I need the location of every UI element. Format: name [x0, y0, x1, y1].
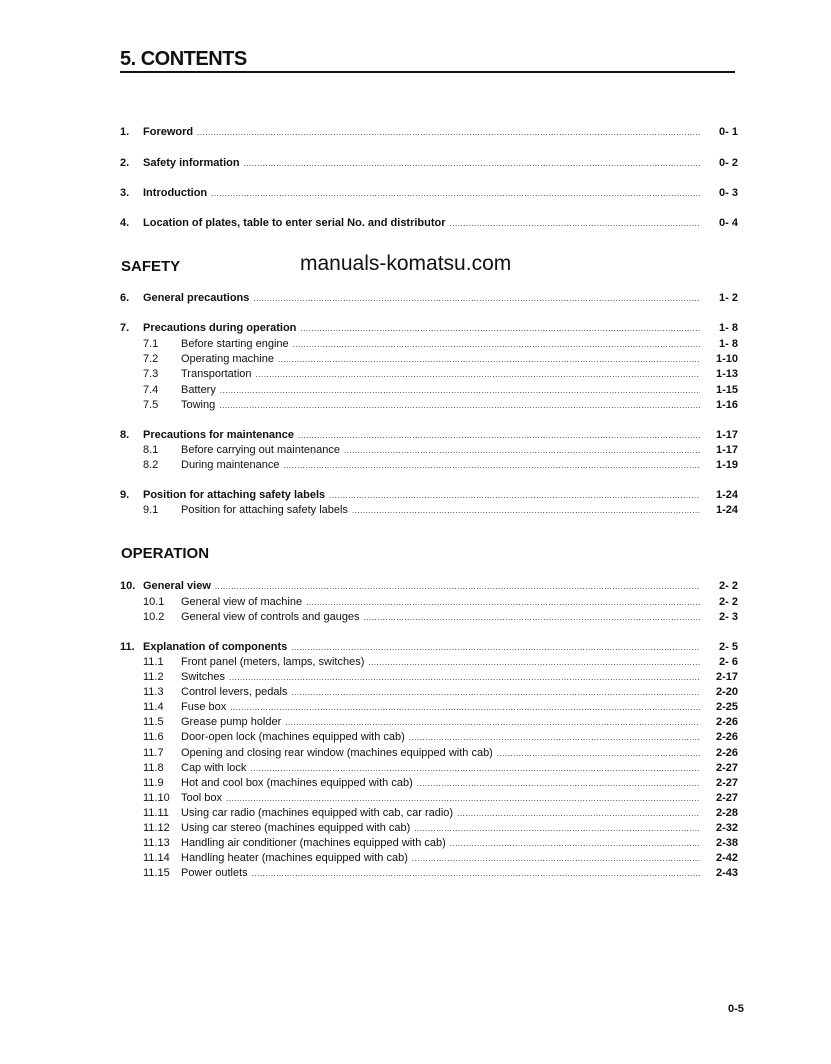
entry-number: 11.	[120, 641, 135, 653]
entry-title: General precautions	[143, 292, 250, 304]
toc-entry[interactable]	[120, 579, 738, 594]
entry-number: 11.13	[143, 837, 170, 849]
entry-page: 2- 3	[719, 611, 738, 623]
page-title: 5. CONTENTS	[120, 48, 247, 70]
entry-page: 1-24	[715, 504, 738, 516]
entry-page: 2-26	[715, 731, 738, 743]
entry-number: 11.1	[143, 656, 164, 668]
entry-page: 1-15	[715, 384, 738, 396]
dot-leader	[278, 352, 700, 367]
entry-number: 10.	[120, 580, 136, 592]
entry-page: 1- 8	[719, 338, 738, 350]
toc-subentry[interactable]	[120, 836, 738, 851]
toc-entry[interactable]	[120, 216, 738, 231]
dot-leader	[211, 186, 700, 201]
entry-title: Position for attaching safety labels	[181, 504, 348, 516]
toc-subentry[interactable]	[120, 761, 738, 776]
entry-page: 0- 1	[719, 126, 738, 138]
dot-leader	[300, 321, 700, 336]
entry-number: 7.2	[143, 353, 159, 365]
dot-leader	[285, 715, 700, 730]
entry-number: 11.5	[143, 716, 164, 728]
dot-leader	[226, 791, 700, 806]
entry-title: General view of controls and gauges	[181, 611, 360, 623]
entry-page: 0- 4	[719, 217, 738, 229]
entry-page: 2- 2	[719, 596, 738, 608]
dot-leader	[220, 383, 700, 398]
entry-number: 11.8	[143, 762, 164, 774]
page-number: 0-5	[728, 1003, 744, 1015]
entry-number: 11.12	[143, 822, 170, 834]
entry-title: Front panel (meters, lamps, switches)	[181, 656, 365, 668]
toc-subentry[interactable]	[120, 503, 738, 518]
entry-number: 7.1	[143, 338, 159, 350]
entry-page: 2- 2	[719, 580, 738, 592]
toc-subentry[interactable]	[120, 383, 738, 398]
entry-number: 4.	[120, 217, 130, 229]
entry-page: 1-13	[715, 368, 738, 380]
toc-entry[interactable]	[120, 428, 738, 443]
entry-page: 2- 6	[719, 656, 738, 668]
dot-leader	[215, 579, 700, 594]
entry-page: 2-27	[715, 792, 738, 804]
dot-leader	[329, 488, 700, 503]
entry-title: Precautions during operation	[143, 322, 297, 334]
toc-subentry[interactable]	[120, 730, 738, 745]
entry-title: Power outlets	[181, 867, 248, 879]
toc-subentry[interactable]	[120, 776, 738, 791]
entry-title: Battery	[181, 384, 216, 396]
entry-number: 11.15	[143, 867, 170, 879]
entry-page: 2-27	[715, 762, 738, 774]
toc-subentry[interactable]	[120, 337, 738, 352]
entry-page: 2-43	[715, 867, 738, 879]
entry-title: Grease pump holder	[181, 716, 282, 728]
entry-number: 7.	[120, 322, 130, 334]
dot-leader	[364, 610, 700, 625]
entry-title: Location of plates, table to enter serial No. and distributor	[143, 217, 446, 229]
entry-page: 2-26	[715, 747, 738, 759]
entry-title: Tool box	[181, 792, 222, 804]
entry-number: 3.	[120, 187, 130, 199]
entry-page: 2-26	[715, 716, 738, 728]
dot-leader	[291, 685, 700, 700]
toc-subentry[interactable]	[120, 610, 738, 625]
entry-page: 1-10	[715, 353, 738, 365]
entry-title: Control levers, pedals	[181, 686, 288, 698]
toc-entry[interactable]	[120, 156, 738, 171]
toc-subentry[interactable]	[120, 352, 738, 367]
toc-subentry[interactable]	[120, 715, 738, 730]
dot-leader	[450, 216, 700, 231]
entry-page: 2-17	[715, 671, 738, 683]
toc-subentry[interactable]	[120, 458, 738, 473]
dot-leader	[283, 458, 700, 473]
toc-entry[interactable]	[120, 640, 738, 655]
toc-entry[interactable]	[120, 125, 738, 140]
entry-page: 2-27	[715, 777, 738, 789]
entry-number: 7.3	[143, 368, 159, 380]
toc-subentry[interactable]	[120, 398, 738, 413]
entry-title: During maintenance	[181, 459, 280, 471]
entry-number: 8.1	[143, 444, 159, 456]
toc-entry[interactable]	[120, 291, 738, 306]
dot-leader	[252, 866, 700, 881]
entry-title: Operating machine	[181, 353, 274, 365]
section-heading: OPERATION	[121, 545, 210, 562]
entry-page: 2-32	[715, 822, 738, 834]
dot-leader	[298, 428, 700, 443]
entry-page: 1-24	[715, 489, 738, 501]
entry-title: Towing	[181, 399, 216, 411]
dot-leader	[352, 503, 700, 518]
entry-title: Safety information	[143, 157, 240, 169]
entry-title: Precautions for maintenance	[143, 429, 294, 441]
entry-page: 0- 2	[719, 157, 738, 169]
entry-number: 7.4	[143, 384, 159, 396]
toc-subentry[interactable]	[120, 851, 738, 866]
entry-title: Handling heater (machines equipped with cab)	[181, 852, 408, 864]
dot-leader	[497, 746, 700, 761]
dot-leader	[417, 776, 700, 791]
entry-number: 11.10	[143, 792, 170, 804]
entry-page: 1-16	[715, 399, 738, 411]
dot-leader	[291, 640, 700, 655]
dot-leader	[197, 125, 700, 140]
dot-leader	[250, 761, 700, 776]
dot-leader	[306, 595, 700, 610]
dot-leader	[244, 156, 700, 171]
entry-title: Fuse box	[181, 701, 227, 713]
entry-page: 2-42	[715, 852, 738, 864]
entry-title: General view of machine	[181, 596, 303, 608]
entry-number: 6.	[120, 292, 130, 304]
dot-leader	[409, 730, 700, 745]
dot-leader	[219, 398, 700, 413]
entry-number: 11.4	[143, 701, 164, 713]
entry-number: 11.14	[143, 852, 170, 864]
entry-title: Door-open lock (machines equipped with cab)	[181, 731, 405, 743]
section-heading: SAFETY	[121, 258, 181, 275]
entry-page: 1-17	[715, 429, 738, 441]
toc-entry[interactable]	[120, 186, 738, 201]
dot-leader	[253, 291, 700, 306]
dot-leader	[229, 670, 700, 685]
toc-entry[interactable]	[120, 488, 738, 503]
entry-number: 2.	[120, 157, 130, 169]
entry-page: 2-28	[715, 807, 738, 819]
entry-title: Hot and cool box (machines equipped with cab)	[181, 777, 413, 789]
entry-title: Using car radio (machines equipped with cab, car radio)	[181, 807, 454, 819]
entry-title: Handling air conditioner (machines equipped with cab)	[181, 837, 446, 849]
entry-page: 2-20	[715, 686, 738, 698]
entry-number: 11.6	[143, 731, 164, 743]
watermark-text: manuals-komatsu.com	[300, 252, 512, 275]
toc-subentry[interactable]	[120, 806, 738, 821]
dot-leader	[457, 806, 700, 821]
entry-number: 7.5	[143, 399, 159, 411]
dot-leader	[450, 836, 700, 851]
toc-subentry[interactable]	[120, 791, 738, 806]
entry-number: 1.	[120, 126, 130, 138]
entry-number: 9.	[120, 489, 130, 501]
toc-entry[interactable]	[120, 321, 738, 336]
entry-title: Switches	[181, 671, 226, 683]
entry-number: 10.2	[143, 611, 165, 623]
entry-page: 0- 3	[719, 187, 738, 199]
toc-subentry[interactable]	[120, 655, 738, 670]
entry-title: Position for attaching safety labels	[143, 489, 326, 501]
dot-leader	[230, 700, 700, 715]
title-underline	[120, 71, 735, 73]
entry-number: 10.1	[143, 596, 165, 608]
entry-title: Before carrying out maintenance	[181, 444, 340, 456]
entry-page: 1- 2	[719, 292, 738, 304]
entry-title: Before starting engine	[181, 338, 289, 350]
dot-leader	[293, 337, 700, 352]
dot-leader	[344, 443, 700, 458]
entry-title: Transportation	[181, 368, 252, 380]
entry-number: 11.9	[143, 777, 164, 789]
entry-page: 2-25	[715, 701, 738, 713]
toc-subentry[interactable]	[120, 670, 738, 685]
entry-number: 9.1	[143, 504, 159, 516]
dot-leader	[368, 655, 700, 670]
entry-number: 11.2	[143, 671, 164, 683]
toc-subentry[interactable]	[120, 866, 738, 881]
entry-title: Foreword	[143, 126, 194, 138]
entry-title: General view	[143, 580, 211, 592]
entry-page: 1-17	[715, 444, 738, 456]
entry-title: Opening and closing rear window (machines equipped with cab)	[181, 747, 493, 759]
toc-subentry[interactable]	[120, 443, 738, 458]
entry-number: 11.3	[143, 686, 164, 698]
entry-page: 1-19	[715, 459, 738, 471]
toc-subentry[interactable]	[120, 821, 738, 836]
entry-number: 8.2	[143, 459, 159, 471]
dot-leader	[414, 821, 700, 836]
entry-title: Using car stereo (machines equipped with cab)	[181, 822, 411, 834]
toc-subentry[interactable]	[120, 746, 738, 761]
dot-leader	[256, 367, 700, 382]
entry-page: 1- 8	[719, 322, 738, 334]
entry-title: Explanation of components	[143, 641, 288, 653]
toc-subentry[interactable]	[120, 367, 738, 382]
entry-number: 11.11	[143, 807, 169, 819]
entry-title: Cap with lock	[181, 762, 247, 774]
dot-leader	[412, 851, 700, 866]
entry-page: 2- 5	[719, 641, 738, 653]
entry-page: 2-38	[715, 837, 738, 849]
entry-number: 8.	[120, 429, 130, 441]
entry-title: Introduction	[143, 187, 208, 199]
entry-number: 11.7	[143, 747, 164, 759]
toc-subentry[interactable]	[120, 700, 738, 715]
toc-subentry[interactable]	[120, 685, 738, 700]
toc-subentry[interactable]	[120, 595, 738, 610]
